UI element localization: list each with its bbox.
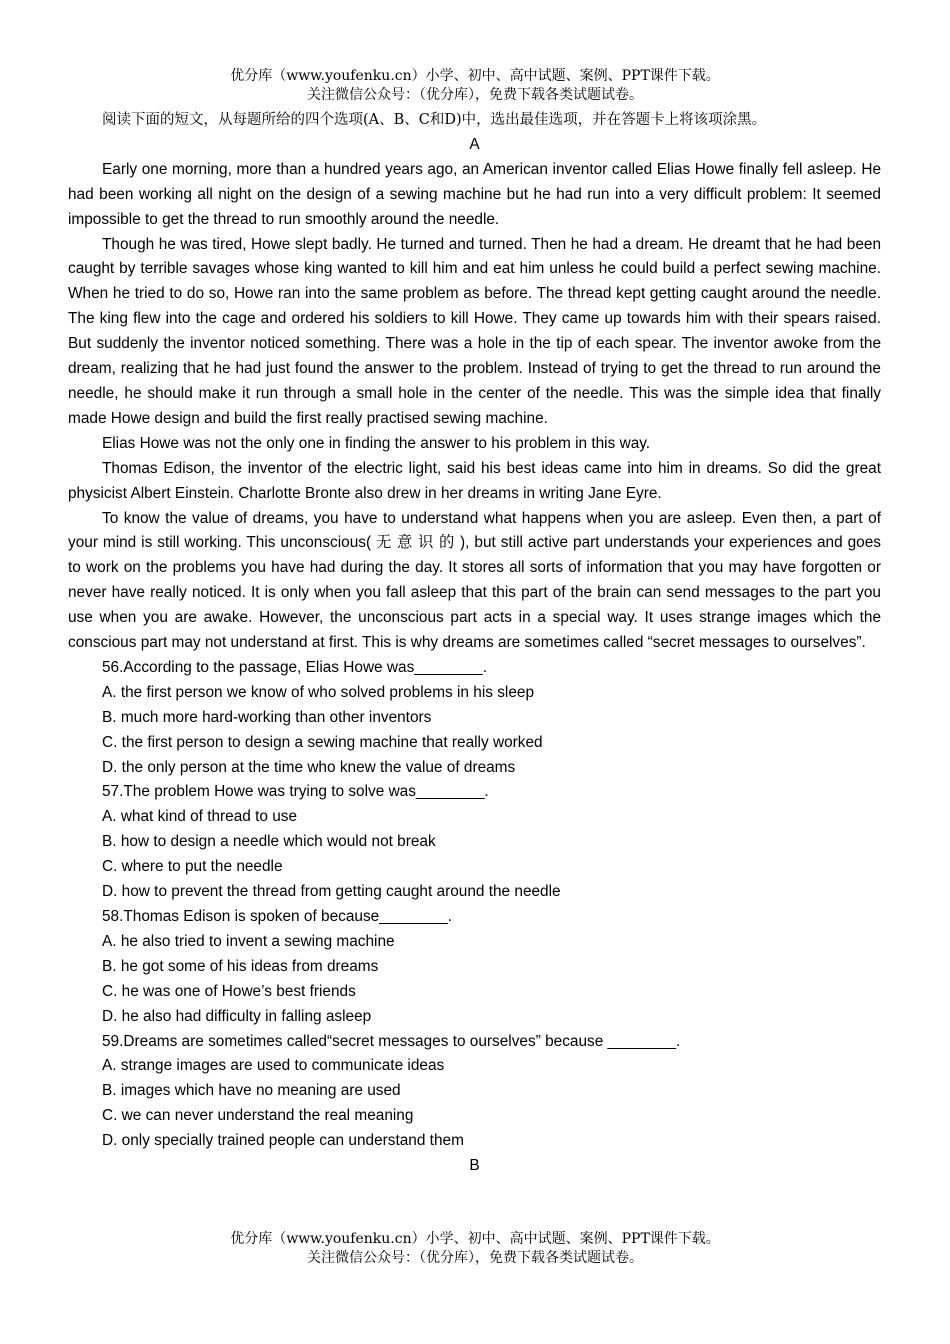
paragraph: Early one morning, more than a hundred years ago, an American inventor called Elias Howe finally fell asleep. He had been working all night on the design of a sewing machine but he had run into a very difficult problem: It seemed impossible to get the thread to run smoothly around the needle. [68, 160, 881, 228]
question-56-option-a: A. the first person we know of who solved problems in his sleep [102, 683, 535, 701]
page-header-line2: 关注微信公众号：（优分库），免费下载各类试题试卷。 [307, 87, 643, 103]
paragraph: Though he was tired, Howe slept badly. He turned and turned. Then he had a dream. He dreamt that he had been caught by terrible savages whose king wanted to kill him and eat him unless he could build a perfect sewing machine. When he tried to do so, Howe ran into the same problem as before. The thread kept getting caught around the needle. The king flew into the cage and ordered his soldiers to kill Howe. They came up towards him with their spears raised. But suddenly the inventor noticed something. There was a hole in the tip of each spear. The inventor awoke from the dream, realizing that he had just found the answer to the problem. Instead of trying to get the thread to run around the needle, he should make it run through a small hole in the center of the needle. This was the simple idea that finally made Howe design and build the first really practised sewing machine. [68, 235, 881, 427]
question-57-option-a: A. what kind of thread to use [102, 808, 298, 826]
page-footer-line2: 关注微信公众号：（优分库），免费下载各类试题试卷。 [307, 1250, 643, 1266]
question-59-stem: 59.Dreams are sometimes called“secret messages to ourselves” because ________. [102, 1032, 681, 1050]
paragraph: Elias Howe was not the only one in finding the answer to his problem in this way. [102, 434, 651, 452]
question-59-option-c: C. we can never understand the real meaning [102, 1107, 414, 1125]
reading-passage [68, 108, 881, 1179]
instruction-text: 阅读下面的短文，从每题所给的四个选项(A、B、C和D)中，选出最佳选项，并在答题卡上将该项涂黑。 [102, 112, 767, 128]
question-56-stem: 56.According to the passage, Elias Howe was________. [102, 658, 488, 676]
paragraph: To know the value of dreams, you have to understand what happens when you are asleep. Even then, a part of your mind is still working. This unconscious( 无 意 识 的 ), but still active part understands your experiences and goes to work on the problems you have had during the day. It stores all sorts of information that you may have forgotten or never have really noticed. It is only when you fall asleep that this part of the brain can send messages to the part you use when you are awake. However, the unconscious part acts in a special way. It uses strange images which the conscious part may not understand at first. This is why dreams are sometimes called “secret messages to ourselves”. [68, 509, 881, 652]
question-59-option-d: D. only specially trained people can understand them [102, 1132, 464, 1150]
page-header-line1: 优分库（www.youfenku.cn）小学、初中、高中试题、案例、PPT课件下载。 [230, 68, 720, 84]
question-58-stem: 58.Thomas Edison is spoken of because________. [102, 908, 452, 925]
question-59-option-b: B. images which have no meaning are used [102, 1082, 401, 1100]
question-58-option-b: B. he got some of his ideas from dreams [102, 957, 379, 975]
question-57-option-b: B. how to design a needle which would not break [102, 833, 436, 851]
question-58-option-d: D. he also had difficulty in falling asleep [102, 1007, 372, 1025]
question-57-stem: 57.The problem Howe was trying to solve was________. [102, 783, 489, 801]
page-footer-line1: 优分库（www.youfenku.cn）小学、初中、高中试题、案例、PPT课件下载。 [230, 1231, 720, 1247]
question-56-option-b: B. much more hard-working than other inventors [102, 708, 432, 726]
question-57-option-c: C. where to put the needle [102, 858, 283, 876]
question-58-option-c: C. he was one of Howe’s best friends [102, 982, 356, 1000]
section-b-heading: B [469, 1157, 480, 1175]
section-a-heading: A [469, 135, 480, 153]
question-59-option-a: A. strange images are used to communicate ideas [102, 1057, 445, 1075]
question-56-option-c: C. the first person to design a sewing machine that really worked [102, 733, 543, 751]
paragraph: Thomas Edison, the inventor of the electric light, said his best ideas came into him in dreams. So did the great physicist Albert Einstein. Charlotte Bronte also drew in her dreams in writing Jane Eyre. [68, 459, 881, 502]
question-58-option-a: A. he also tried to invent a sewing machine [102, 932, 395, 950]
question-57-option-d: D. how to prevent the thread from getting caught around the needle [102, 883, 561, 901]
question-56-option-d: D. the only person at the time who knew the value of dreams [102, 758, 516, 776]
